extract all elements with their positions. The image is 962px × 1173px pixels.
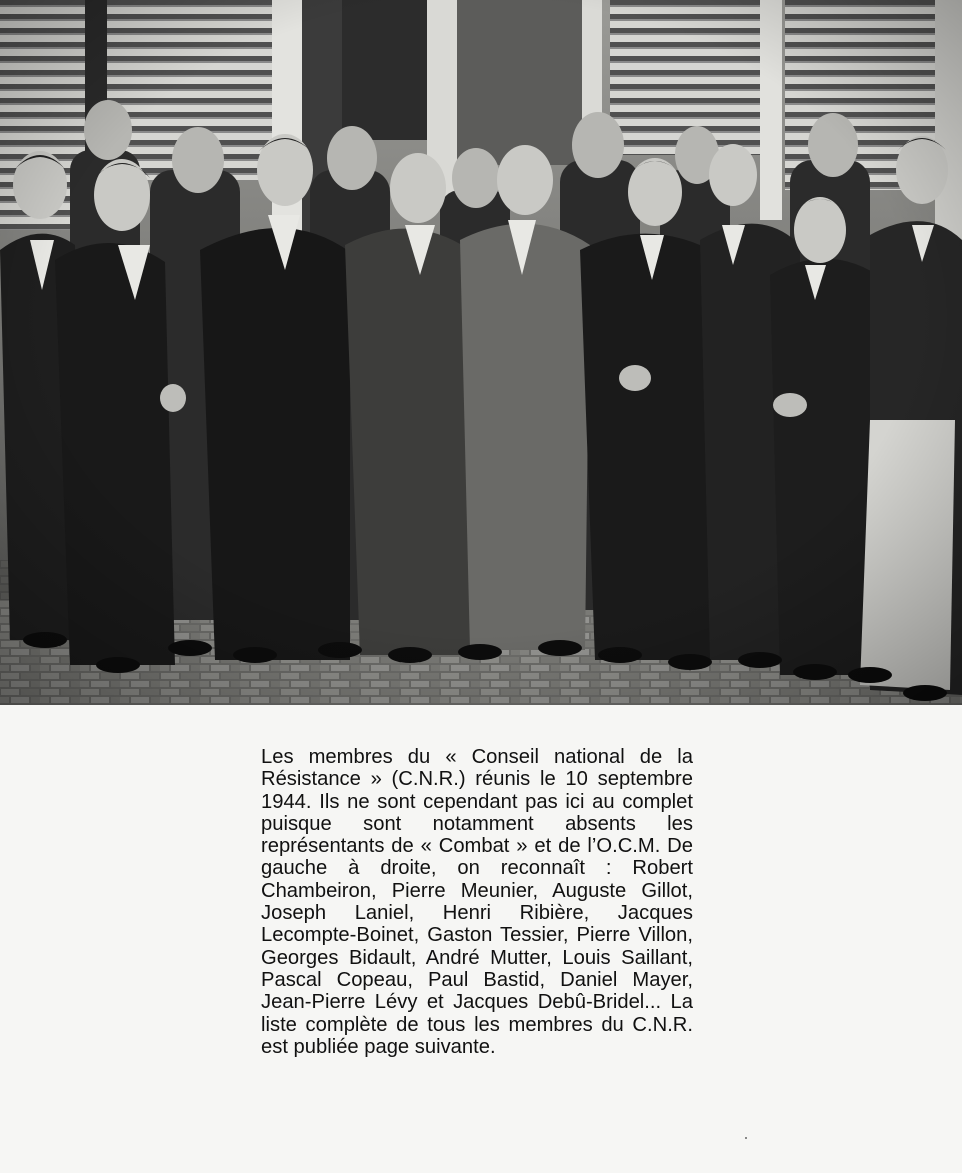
photo-caption: Les membres du « Conseil national de la Résistance » (C.N.R.) réunis le 10 septembre 1944. Ils ne sont cependant pas ici au complet puisque sont notamment absents les représentants de « Combat » et de l’O.C.M. De gauche à droite, on reconnaît : Robert Chambeiron, Pierre Meunier, Auguste Gillot, Joseph Laniel, Henri Ribière, Jacques Lecompte-Boinet, Gaston Tessier, Pierre Villon, Georges Bidault, André Mutter, Louis Saillant, Pascal Copeau, Paul Bastid, Daniel Mayer, Jean-Pierre Lévy et Jacques Debû-Bridel... La liste complète de tous les membres du C.N.R. est publiée page suivante. (261, 746, 693, 1058)
paper-speck (745, 1137, 747, 1139)
